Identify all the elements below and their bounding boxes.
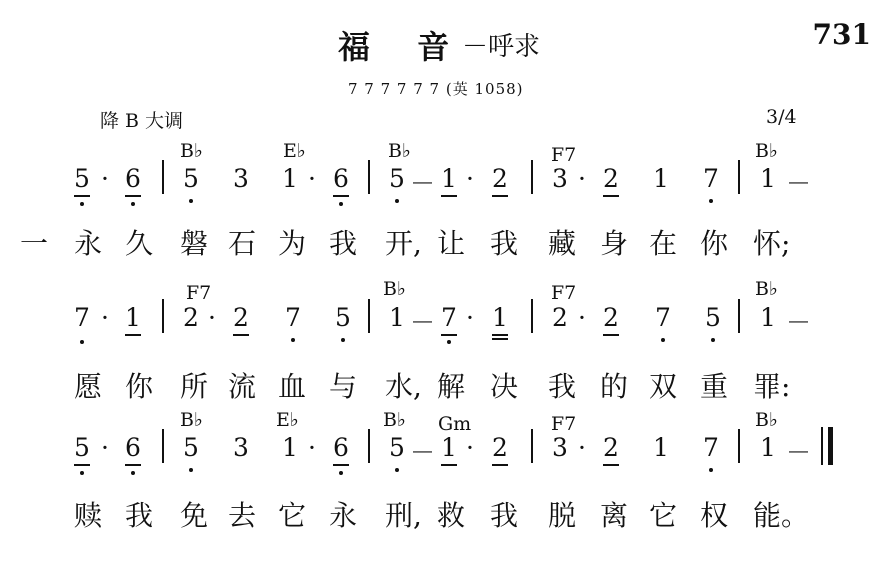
bar-line [368, 160, 370, 194]
bar-line [738, 160, 740, 194]
note: 7 [285, 303, 301, 332]
chord: F7 [551, 144, 577, 166]
low-octave-dot [661, 338, 665, 342]
final-bar-thick [828, 427, 833, 465]
note: 2 [492, 433, 508, 462]
note: 5 [335, 303, 351, 332]
note-dash: － [786, 438, 812, 467]
chord: F7 [186, 282, 212, 304]
note-dot: · [466, 164, 474, 193]
eighth-underline [492, 464, 508, 466]
bar-line [531, 160, 533, 194]
note-dot: · [308, 433, 316, 462]
note-dot: · [578, 433, 586, 462]
note: 1 [125, 303, 141, 332]
note-dash: － [786, 169, 812, 198]
eighth-underline [74, 195, 90, 197]
eighth-underline [603, 464, 619, 466]
lyric: 它 [649, 499, 678, 532]
note: 5 [389, 433, 405, 462]
note: 7 [655, 303, 671, 332]
note: 2 [492, 164, 508, 193]
note: 7 [703, 433, 719, 462]
chord: B♭ [180, 409, 203, 431]
lyric: 藏 [548, 227, 577, 260]
note-dot: · [101, 303, 109, 332]
lyric: 石 [228, 227, 257, 260]
lyric: 久 [125, 227, 154, 260]
lyric: 离 [600, 499, 629, 532]
chord: B♭ [755, 278, 778, 300]
chord: B♭ [755, 409, 778, 431]
eighth-underline [603, 195, 619, 197]
bar-line [531, 299, 533, 333]
note-dot: · [208, 303, 216, 332]
note-dot: · [466, 303, 474, 332]
note: 3 [233, 433, 249, 462]
lyric: 永 [74, 227, 103, 260]
lyric: 所 [180, 370, 209, 403]
lyric: 我 [329, 227, 358, 260]
note-dash: － [410, 438, 436, 467]
chord: E♭ [276, 409, 299, 431]
note: 1 [282, 164, 298, 193]
lyric: 你 [700, 227, 729, 260]
note: 2 [552, 303, 568, 332]
lyric: 身 [600, 227, 629, 260]
chord: F7 [551, 282, 577, 304]
note: 5 [183, 164, 199, 193]
note: 5 [74, 164, 90, 193]
note: 1 [441, 164, 457, 193]
eighth-underline [125, 334, 141, 336]
chord: Gm [438, 413, 472, 435]
sixteenth-underline [492, 338, 508, 340]
hymn-subtitle: －呼求 [462, 32, 541, 62]
note: 7 [74, 303, 90, 332]
eighth-underline [492, 195, 508, 197]
bar-line [162, 299, 164, 333]
note: 5 [74, 433, 90, 462]
bar-line [368, 429, 370, 463]
lyric: 血 [278, 370, 307, 403]
eighth-underline [233, 334, 249, 336]
eighth-underline [74, 464, 90, 466]
eighth-underline [333, 195, 349, 197]
eighth-underline [125, 195, 141, 197]
note-dot: · [466, 433, 474, 462]
note: 1 [653, 433, 669, 462]
eighth-underline [441, 334, 457, 336]
chord: E♭ [283, 140, 306, 162]
low-octave-dot [709, 199, 713, 203]
low-octave-dot [711, 338, 715, 342]
lyric: 解 [437, 370, 466, 403]
lyric: 磐 [180, 227, 209, 260]
lyric: 永 [329, 499, 358, 532]
note: 1 [441, 433, 457, 462]
lyric: 一 [20, 227, 49, 260]
lyric: 我 [548, 370, 577, 403]
bar-line [738, 429, 740, 463]
chord: B♭ [755, 140, 778, 162]
note: 5 [389, 164, 405, 193]
note: 5 [183, 433, 199, 462]
key-signature: 降 B 大调 [100, 110, 184, 132]
chord: B♭ [388, 140, 411, 162]
lyric: 能。 [753, 499, 810, 532]
lyric: 与 [329, 370, 358, 403]
bar-line [738, 299, 740, 333]
eighth-underline [125, 464, 141, 466]
note-dot: · [578, 303, 586, 332]
lyric: 为 [278, 227, 307, 260]
lyric: 开, [385, 227, 422, 260]
lyric: 我 [125, 499, 154, 532]
low-octave-dot [291, 338, 295, 342]
chord: B♭ [383, 278, 406, 300]
lyric: 重 [700, 370, 729, 403]
chord: B♭ [180, 140, 203, 162]
note: 3 [233, 164, 249, 193]
lyric: 权 [700, 499, 729, 532]
note-dot: · [101, 164, 109, 193]
low-octave-dot [395, 199, 399, 203]
lyric: 脱 [548, 499, 577, 532]
low-octave-dot [131, 202, 135, 206]
lyric: 免 [180, 499, 209, 532]
time-signature: 3/4 [766, 106, 797, 128]
low-octave-dot [395, 468, 399, 472]
low-octave-dot [189, 468, 193, 472]
eighth-underline [333, 464, 349, 466]
lyric: 赎 [74, 499, 103, 532]
note: 2 [603, 164, 619, 193]
lyric: 我 [490, 227, 519, 260]
note: 2 [603, 303, 619, 332]
lyric: 它 [278, 499, 307, 532]
low-octave-dot [80, 471, 84, 475]
note: 1 [282, 433, 298, 462]
lyric: 刑, [385, 499, 422, 532]
note: 2 [603, 433, 619, 462]
note-dot: · [101, 433, 109, 462]
low-octave-dot [80, 202, 84, 206]
lyric: 罪: [753, 370, 791, 403]
bar-line [531, 429, 533, 463]
note: 3 [552, 164, 568, 193]
bar-line [368, 299, 370, 333]
note: 1 [389, 303, 405, 332]
note: 1 [760, 433, 776, 462]
low-octave-dot [341, 338, 345, 342]
lyric: 救 [437, 499, 466, 532]
low-octave-dot [80, 340, 84, 344]
note-dash: － [410, 169, 436, 198]
note: 6 [125, 433, 141, 462]
lyric: 决 [490, 370, 519, 403]
low-octave-dot [709, 468, 713, 472]
low-octave-dot [339, 202, 343, 206]
lyric: 怀; [753, 227, 791, 260]
note: 7 [703, 164, 719, 193]
low-octave-dot [189, 199, 193, 203]
note: 1 [760, 303, 776, 332]
hymn-number: 731 [812, 18, 871, 51]
meter-line: 7 7 7 7 7 7 (英 1058) [348, 80, 524, 98]
hymn-title: 福 音 [338, 28, 468, 66]
chord: F7 [551, 413, 577, 435]
lyric: 我 [490, 499, 519, 532]
low-octave-dot [339, 471, 343, 475]
note-dot: · [578, 164, 586, 193]
lyric: 水, [385, 370, 422, 403]
note: 1 [653, 164, 669, 193]
eighth-underline [441, 464, 457, 466]
eighth-underline [492, 334, 508, 336]
note-dash: － [786, 308, 812, 337]
note: 2 [233, 303, 249, 332]
lyric: 流 [228, 370, 257, 403]
lyric: 的 [600, 370, 629, 403]
note: 2 [183, 303, 199, 332]
lyric: 愿 [74, 370, 103, 403]
low-octave-dot [447, 340, 451, 344]
note: 3 [552, 433, 568, 462]
note: 1 [760, 164, 776, 193]
note: 7 [441, 303, 457, 332]
lyric: 在 [649, 227, 678, 260]
lyric: 让 [437, 227, 466, 260]
note-dot: · [308, 164, 316, 193]
note: 6 [333, 433, 349, 462]
eighth-underline [603, 334, 619, 336]
lyric: 去 [228, 499, 257, 532]
low-octave-dot [131, 471, 135, 475]
chord: B♭ [383, 409, 406, 431]
bar-line [162, 160, 164, 194]
note: 1 [492, 303, 508, 332]
note-dash: － [410, 308, 436, 337]
bar-line [162, 429, 164, 463]
note: 5 [705, 303, 721, 332]
note: 6 [125, 164, 141, 193]
eighth-underline [441, 195, 457, 197]
lyric: 你 [125, 370, 154, 403]
lyric: 双 [649, 370, 678, 403]
final-bar-thin [821, 427, 823, 465]
note: 6 [333, 164, 349, 193]
